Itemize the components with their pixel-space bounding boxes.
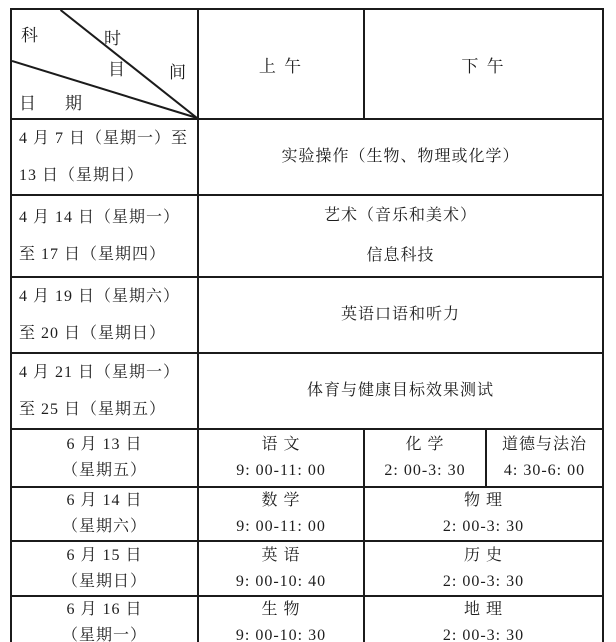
exam-cell-afternoon-2 bbox=[486, 429, 603, 487]
table-row-english-oral-week bbox=[11, 277, 603, 353]
corner-header-cell bbox=[11, 9, 198, 119]
exam-time: 9: 00-11: 00 bbox=[236, 518, 326, 535]
subject-line: 信息科技 bbox=[366, 247, 435, 264]
exam-cell-morning bbox=[198, 596, 364, 642]
subject-cell bbox=[198, 353, 603, 429]
table-row-experiment-week bbox=[11, 119, 603, 195]
exam-time: 9: 00-11: 00 bbox=[236, 462, 326, 479]
exam-cell-afternoon bbox=[364, 541, 603, 596]
table-row-june-14 bbox=[11, 487, 603, 541]
exam-time: 2: 00-3: 30 bbox=[442, 518, 525, 535]
exam-subject: 道德与法治 bbox=[501, 436, 587, 453]
subject-line: 英语口语和听力 bbox=[340, 306, 460, 323]
column-header-afternoon: 下 午 bbox=[364, 9, 603, 119]
subject-cell bbox=[198, 119, 603, 195]
exam-subject: 语 文 bbox=[261, 436, 301, 453]
date-line: 4 月 14 日（星期一） bbox=[19, 209, 181, 226]
corner-date-char-2: 期 bbox=[65, 94, 82, 113]
date-line: 13 日（星期日） bbox=[19, 167, 145, 184]
date-line: 4 月 7 日（星期一）至 bbox=[19, 130, 189, 147]
date-line: （星期日） bbox=[61, 572, 147, 590]
exam-time: 9: 00-10: 30 bbox=[235, 627, 327, 642]
corner-subject-char-2: 目 bbox=[108, 60, 125, 79]
exam-time: 2: 00-3: 30 bbox=[442, 572, 525, 590]
date-cell bbox=[11, 195, 198, 277]
exam-cell-afternoon-1 bbox=[364, 429, 486, 487]
date-line: （星期五） bbox=[61, 462, 147, 479]
table-row-pe-test-week bbox=[11, 353, 603, 429]
date-line: 6 月 16 日 bbox=[66, 601, 143, 618]
column-header-morning: 上 午 bbox=[198, 9, 364, 119]
exam-time: 2: 00-3: 30 bbox=[442, 627, 525, 642]
exam-subject: 英 语 bbox=[261, 546, 301, 564]
corner-time-char-1: 时 bbox=[104, 29, 121, 48]
exam-subject: 数 学 bbox=[261, 492, 301, 509]
date-cell bbox=[11, 429, 198, 487]
date-line: 6 月 14 日 bbox=[66, 492, 143, 509]
date-cell bbox=[11, 353, 198, 429]
date-cell bbox=[11, 277, 198, 353]
exam-subject: 物 理 bbox=[463, 492, 503, 509]
exam-time: 2: 00-3: 30 bbox=[384, 462, 466, 479]
exam-subject: 历 史 bbox=[463, 546, 503, 564]
date-line: 至 25 日（星期五） bbox=[19, 401, 167, 418]
date-cell bbox=[11, 541, 198, 596]
exam-time: 4: 30-6: 00 bbox=[503, 462, 586, 479]
exam-cell-afternoon bbox=[364, 487, 603, 541]
exam-subject: 地 理 bbox=[463, 601, 503, 618]
table-row-june-15 bbox=[11, 541, 603, 596]
date-line: （星期一） bbox=[61, 627, 147, 642]
exam-schedule-table bbox=[10, 8, 604, 642]
date-cell bbox=[11, 596, 198, 642]
header-row bbox=[11, 9, 603, 119]
table-row-june-16 bbox=[11, 596, 603, 642]
date-line: 至 20 日（星期日） bbox=[19, 325, 167, 342]
subject-cell bbox=[198, 195, 603, 277]
date-line: （星期六） bbox=[61, 518, 147, 535]
corner-subject-char-1: 科 bbox=[21, 26, 38, 45]
exam-time: 9: 00-10: 40 bbox=[235, 572, 327, 590]
exam-cell-morning bbox=[198, 429, 364, 487]
date-cell bbox=[11, 487, 198, 541]
exam-cell-afternoon bbox=[364, 596, 603, 642]
subject-cell bbox=[198, 277, 603, 353]
date-cell bbox=[11, 119, 198, 195]
subject-line: 艺术（音乐和美术） bbox=[323, 207, 477, 224]
table-row-arts-week bbox=[11, 195, 603, 277]
exam-subject: 化 学 bbox=[405, 436, 445, 453]
date-line: 4 月 19 日（星期六） bbox=[19, 288, 181, 305]
corner-date-char-1: 日 bbox=[19, 94, 36, 113]
table-row-june-13 bbox=[11, 429, 603, 487]
date-line: 至 17 日（星期四） bbox=[19, 246, 167, 263]
exam-cell-morning bbox=[198, 541, 364, 596]
date-line: 6 月 13 日 bbox=[66, 436, 143, 453]
corner-time-char-2: 间 bbox=[169, 63, 186, 82]
date-line: 6 月 15 日 bbox=[66, 546, 143, 564]
exam-cell-morning bbox=[198, 487, 364, 541]
exam-subject: 生 物 bbox=[261, 601, 301, 618]
subject-line: 体育与健康目标效果测试 bbox=[306, 382, 494, 399]
date-line: 4 月 21 日（星期一） bbox=[19, 364, 181, 381]
subject-line: 实验操作（生物、物理或化学） bbox=[281, 148, 520, 165]
